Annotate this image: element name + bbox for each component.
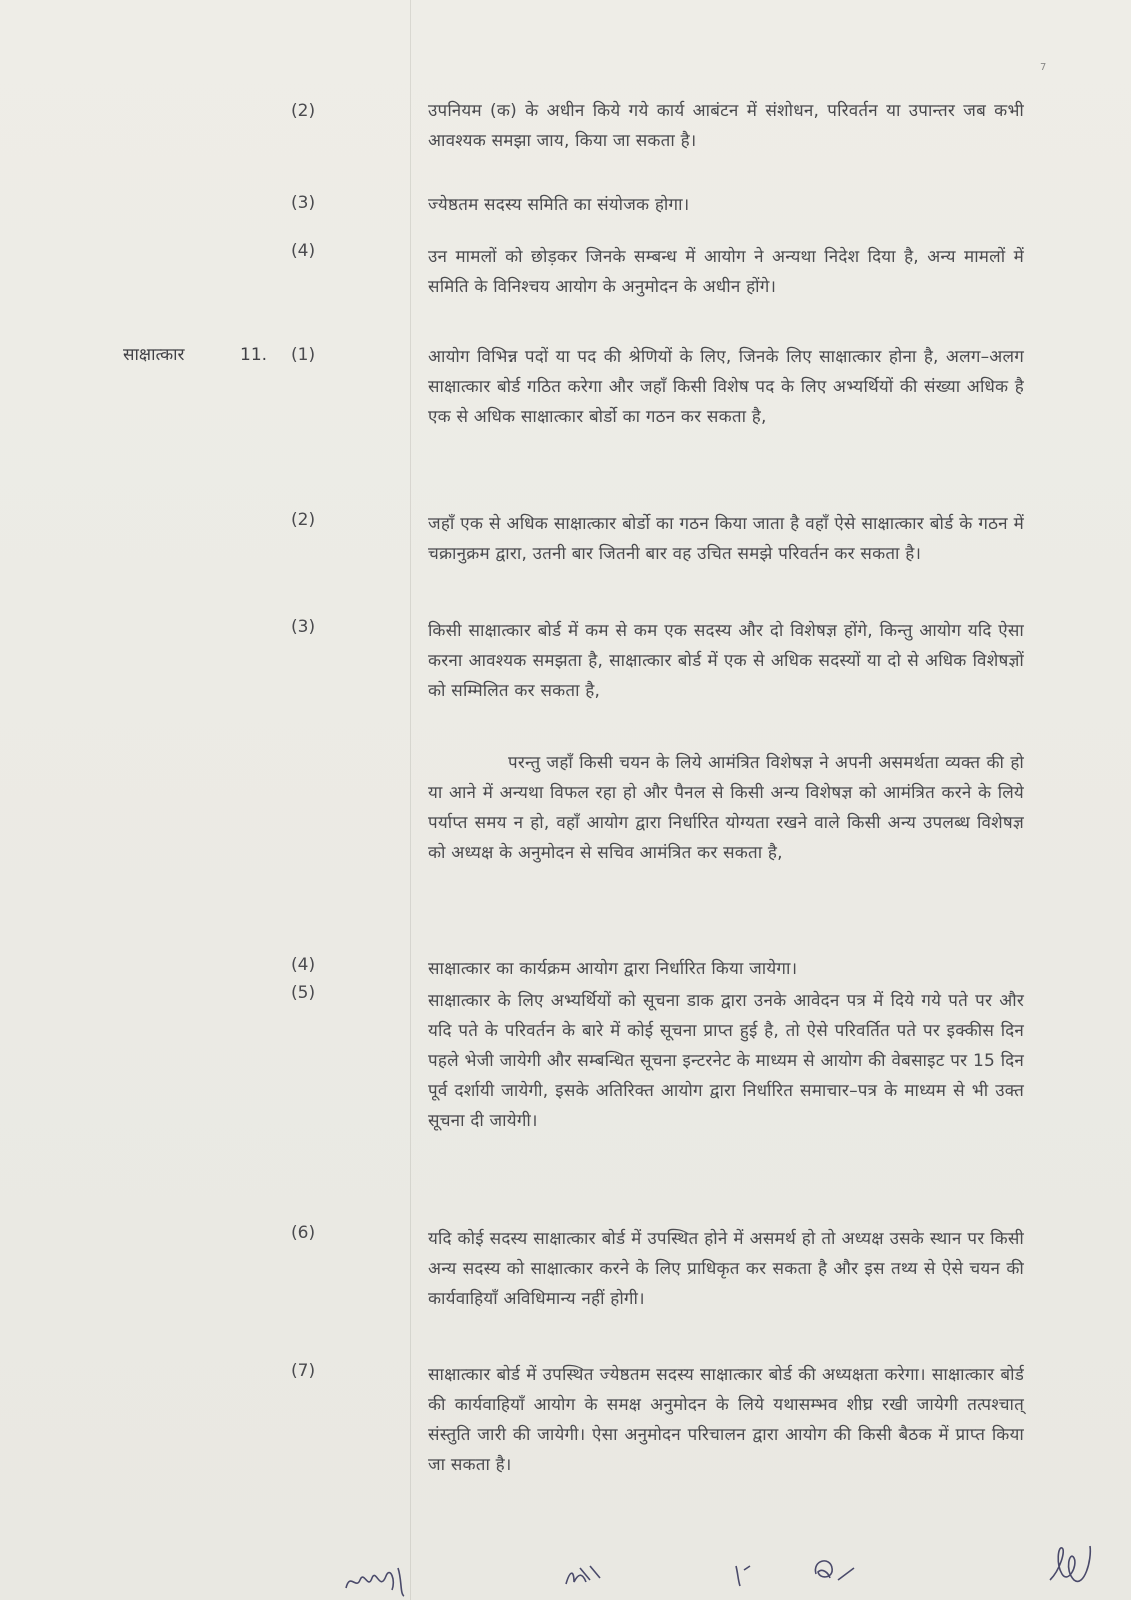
corner-mark: 7 (1040, 62, 1047, 73)
clause-text: साक्षात्कार का कार्यक्रम आयोग द्वारा निर्धारित किया जायेगा। (428, 959, 798, 979)
clause-text: जहाँ एक से अधिक साक्षात्कार बोर्डो का गठन किया जाता है वहाँ ऐसे साक्षात्कार बोर्ड के गठन में चक्रानुक्रम द्वारा, उतनी बार जितनी बार वह उचित समझे परिवर्तन कर सकता है। (428, 514, 1024, 564)
clause-text: किसी साक्षात्कार बोर्ड में कम से कम एक सदस्य और दो विशेषज्ञ होंगे, किन्तु आयोग यदि ऐसा करना आवश्यक समझता है, साक्षात्कार बोर्ड में एक से अधिक सदस्यों या दो से अधिक विशेषज्ञों को सम्मिलित कर सकता है, (428, 621, 1024, 701)
clause-text: ज्येष्ठतम सदस्य समिति का संयोजक होगा। (428, 195, 690, 215)
clause-text: उन मामलों को छोड़कर जिनके सम्बन्ध में आयोग ने अन्यथा निदेश दिया है, अन्य मामलों में समिति के विनिश्चय आयोग के अनुमोदन के अधीन होंगे। (428, 247, 1024, 297)
clause-number: (4) (291, 241, 316, 261)
signature-row (0, 1560, 1131, 1600)
handwritten-initials-2 (560, 1560, 610, 1590)
clause-number: (5) (291, 983, 316, 1003)
handwritten-signature-5 (1040, 1540, 1110, 1590)
clause-text: यदि कोई सदस्य साक्षात्कार बोर्ड में उपस्थित होने में असमर्थ हो तो अध्यक्ष उसके स्थान पर किसी अन्य सदस्य को साक्षात्कार करने के लिए प्राधिकृत कर सकता है और इस तथ्य से ऐसे चयन की कार्यवाहियाँ अविधिमान्य नहीं होगी। (428, 1229, 1024, 1309)
proviso-text: परन्तु जहाँ किसी चयन के लिये आमंत्रित विशेषज्ञ ने अपनी असमर्थता व्यक्त की हो या आने में अन्यथा विफल रहा हो और पैनल से किसी अन्य विशेषज्ञ को आमंत्रित करने के लिये पर्याप्त समय न हो, वहाँ आयोग द्वारा निर्धारित योग्यता रखने वाले किसी अन्य उपलब्ध विशेषज्ञ को अध्यक्ष के अनुमोदन से सचिव आमंत्रित कर सकता है, (428, 753, 1024, 863)
section-number: 11. (240, 345, 268, 365)
clause-number: (2) (291, 510, 316, 530)
clause-number: (3) (291, 617, 316, 637)
clause-number: (2) (291, 101, 316, 121)
clause-text: साक्षात्कार बोर्ड में उपस्थित ज्येष्ठतम सदस्य साक्षात्कार बोर्ड की अध्यक्षता करेगा। साक्षात्कार बोर्ड की कार्यवाहियाँ आयोग के समक्ष अनुमोदन के लिये यथासम्भव शीघ्र रखी जायेगी तत्पश्चात् संस्तुति जारी की जायेगी। ऐसा अनुमोदन परिचालन द्वारा आयोग की किसी बैठक में प्राप्त किया जा सकता है। (428, 1365, 1024, 1475)
handwritten-signature-1 (340, 1560, 420, 1600)
clause-text: उपनियम (क) के अधीन किये गये कार्य आबंटन में संशोधन, परिवर्तन या उपान्तर जब कभी आवश्यक समझा जाय, किया जा सकता है। (428, 101, 1024, 151)
clause-number: (3) (291, 193, 316, 213)
clause-number: (4) (291, 955, 316, 975)
scan-fold-line (410, 0, 411, 1600)
clause-text: साक्षात्कार के लिए अभ्यर्थियों को सूचना डाक द्वारा उनके आवेदन पत्र में दिये गये पते पर और यदि पते के परिवर्तन के बारे में कोई सूचना प्राप्त हुई है, तो ऐसे परिवर्तित पते पर इक्कीस दिन पहले भेजी जायेगी और सम्बन्धित सूचना इन्टरनेट के माध्यम से आयोग की वेबसाइट पर 15 दिन पूर्व दर्शायी जायेगी, इसके अतिरिक्त आयोग द्वारा निर्धारित समाचार–पत्र के माध्यम से भी उक्त सूचना दी जायेगी। (428, 991, 1024, 1131)
clause-number: (1) (291, 345, 316, 365)
clause-text: आयोग विभिन्न पदों या पद की श्रेणियों के लिए, जिनके लिए साक्षात्कार होना है, अलग–अलग साक्षात्कार बोर्ड गठित करेगा और जहाँ किसी विशेष पद के लिए अभ्यर्थियों की संख्या अधिक है एक से अधिक साक्षात्कार बोर्डो का गठन कर सकता है, (428, 347, 1024, 427)
clause-number: (6) (291, 1223, 316, 1243)
handwritten-initials-4 (808, 1550, 868, 1590)
handwritten-mark-3 (728, 1560, 758, 1590)
clause-number: (7) (291, 1361, 316, 1381)
margin-heading: साक्षात्कार (123, 345, 185, 365)
